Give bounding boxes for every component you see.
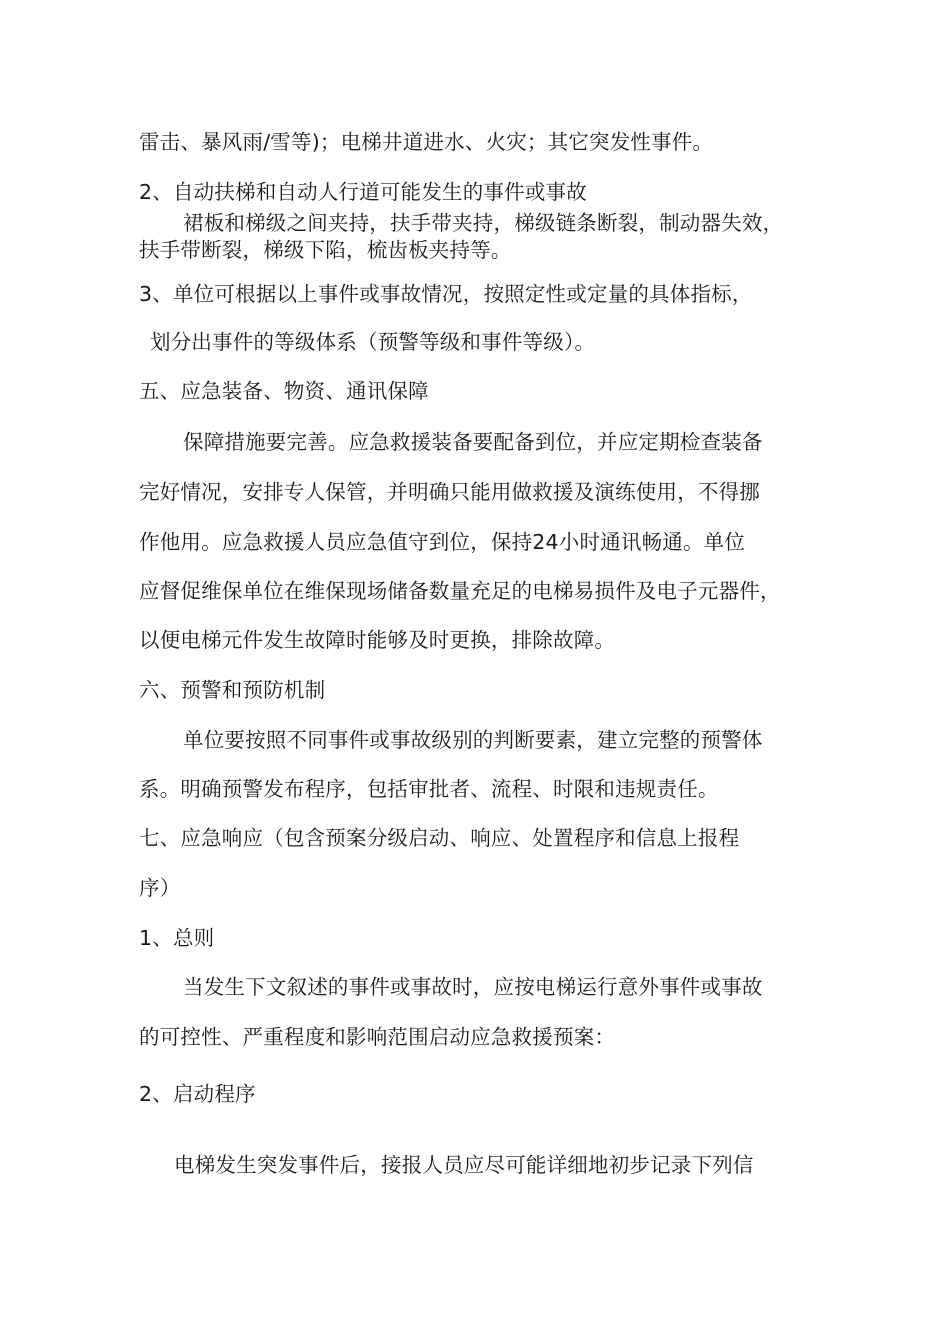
section-heading: 六、预警和预防机制 bbox=[139, 678, 326, 702]
text-line: 扶手带断裂，梯级下陷，梳齿板夹持等。 bbox=[139, 238, 512, 262]
text-line: 的可控性、严重程度和影响范围启动应急救援预案： bbox=[139, 1025, 616, 1049]
text-line: 雷击、暴风雨/雪等)；电梯井道进水、火灾；其它突发性事件。 bbox=[139, 130, 714, 154]
section-heading: 1、总则 bbox=[139, 926, 215, 950]
section-heading: 五、应急装备、物资、通讯保障 bbox=[139, 379, 429, 403]
text-line: 作他用。应急救援人员应急值守到位，保持24小时通讯畅通。单位 bbox=[139, 530, 746, 554]
text-line: 以便电梯元件发生故障时能够及时更换，排除故障。 bbox=[139, 628, 616, 652]
section-heading: 2、自动扶梯和自动人行道可能发生的事件或事故 bbox=[139, 180, 587, 204]
text-line: 系。明确预警发布程序，包括审批者、流程、时限和违规责任。 bbox=[139, 777, 719, 801]
text-line: 完好情况，安排专人保管，并明确只能用做救援及演练使用，不得挪 bbox=[139, 480, 760, 504]
text-line: 电梯发生突发事件后，接报人员应尽可能详细地初步记录下列信 bbox=[174, 1153, 754, 1177]
section-heading: 序） bbox=[139, 876, 181, 900]
section-heading: 七、应急响应（包含预案分级启动、响应、处置程序和信息上报程 bbox=[139, 826, 740, 850]
text-line: 应督促维保单位在维保现场储备数量充足的电梯易损件及电子元器件， bbox=[139, 579, 781, 603]
text-line: 划分出事件的等级体系（预警等级和事件等级）。 bbox=[150, 330, 596, 354]
text-line: 单位要按照不同事件或事故级别的判断要素，建立完整的预警体 bbox=[183, 728, 763, 752]
section-heading: 2、启动程序 bbox=[139, 1082, 256, 1106]
text-line: 裙板和梯级之间夹持，扶手带夹持，梯级链条断裂，制动器失效， bbox=[183, 211, 784, 235]
text-line: 保障措施要完善。应急救援装备要配备到位，并应定期检查装备 bbox=[183, 430, 763, 454]
section-heading: 3、单位可根据以上事件或事故情况，按照定性或定量的具体指标， bbox=[139, 282, 753, 306]
text-line: 当发生下文叙述的事件或事故时，应按电梯运行意外事件或事故 bbox=[183, 975, 763, 999]
